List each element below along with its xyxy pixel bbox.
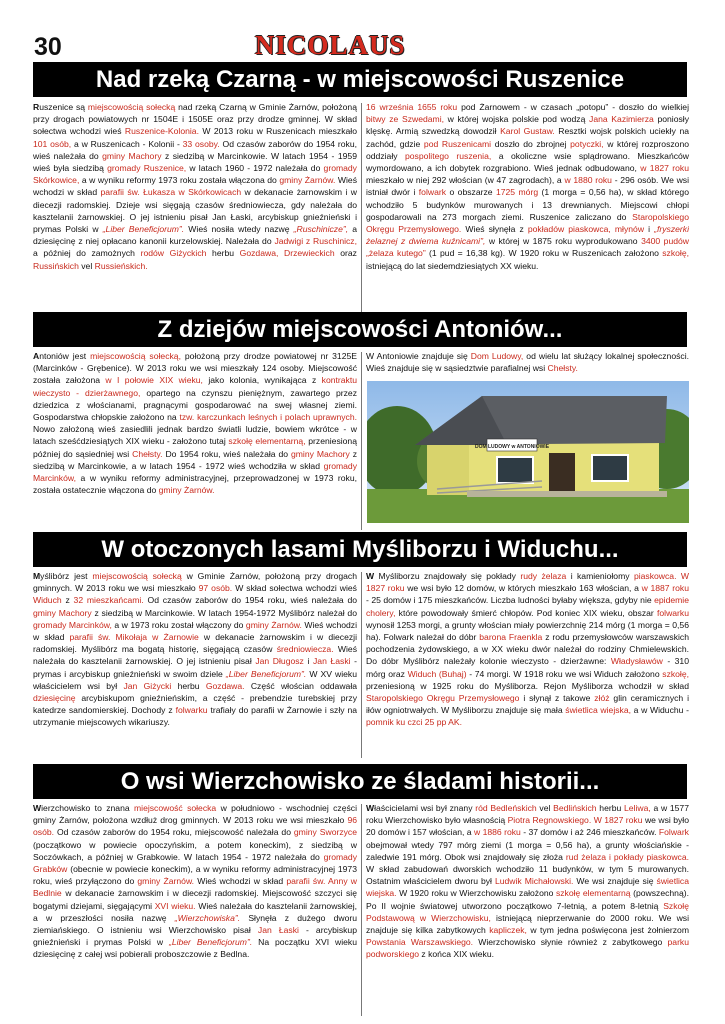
highlighted-text: w 1880 roku <box>564 175 612 186</box>
body-text: - 25 domów i 175 mieszkańców. Liczba ludności byłaby większa, gdyby nie <box>366 595 655 606</box>
body-text: z <box>61 595 74 606</box>
highlighted-text: Ruszenice-Kolonia. <box>124 126 199 137</box>
body-text: a w Widuchu - <box>631 705 689 716</box>
body-text: i <box>303 656 313 667</box>
highlighted-text: Staropolskiego Okręgu Przemysłowego <box>366 693 520 704</box>
body-text: z końca XIX wieku. <box>419 949 495 960</box>
drop-cap: R <box>33 102 40 112</box>
highlighted-text: miejscowością sołecką <box>92 571 182 581</box>
highlighted-text: Russińskich <box>33 260 79 271</box>
body-text: Do 1954 roku, wieś należała do <box>162 448 291 459</box>
body-text: Wieś wchodzi w skład <box>194 876 287 887</box>
body-text: łaścicielami wsi był znany <box>374 803 476 813</box>
article-wierzchowisko-right <box>366 802 689 1020</box>
body-text: vel <box>536 803 554 813</box>
body-text: a w 1973 roku został włączony do <box>111 619 246 630</box>
highlighted-text: Jan Giżycki <box>123 680 172 691</box>
body-text: we wsi było 12 domów, w których mieszkało 163 włościan, a <box>404 583 642 594</box>
highlighted-text: gminy Żarnów. <box>158 485 215 496</box>
body-text: Wieś wchodzi w skład <box>33 619 357 643</box>
body-text: Część włościan oddawała <box>244 680 357 691</box>
body-text: a w Ruszenicach - Kolonii - <box>71 138 183 149</box>
dom-ludowy-sign: DOM LUDOWY w ANTONIOWIE <box>474 444 550 450</box>
highlighted-text: gminy Machory <box>33 607 92 618</box>
highlighted-text: Powstania Warszawskiego. <box>366 937 474 948</box>
body-text: a w wyniku reformy administracyjnej, przeprowadzonej w 1973 roku, została ostatecznie włączona do <box>33 473 357 496</box>
body-text: o obszarze <box>446 187 496 198</box>
body-text: w dekanacie żarnowskim i w diecezji radomskiej. Dzieje wsi sięgają czasów średniowiecza, gdy należała do kasztelanii żarnowskiej. O jej istnieniu pisał Jan Łaski, arcybiskup gnieźnieński i prymas Polski w <box>33 187 357 235</box>
highlighted-text: Dom Ludowy, <box>470 351 524 361</box>
body-text: - 296 osób. We wsi istniał dwór i <box>366 175 689 198</box>
body-text: arcybiskupom gnieźnieńskim, a część - prebendzie turebskiej przy katedrze sandomierskiej. Dochody z <box>33 693 357 716</box>
highlighted-text: Jan Łaski <box>313 656 351 667</box>
body-text: (początkowo w powiecie opoczyńskim, a potem koneckim), z siedzibą w Soczówkach, a później w Grabkowie. W latach 1954 - 1972 należała do <box>33 839 357 862</box>
highlighted-text: gminy Machory <box>102 150 162 161</box>
body-text: istniejącą do lat siedemdziesiątych XX wieku. <box>366 260 539 271</box>
body-text: - 74 morgi. W 1918 roku we wsi Widuch założono <box>466 668 663 679</box>
highlighted-text: świetlica wiejska. <box>366 876 689 899</box>
highlighted-text: W 1827 roku <box>593 815 643 826</box>
body-text: położoną przy drodze powiatowej nr 3125E (Marcinków - Grębenice). W 2013 roku we wsi mieszkały 124 osoby. Miejscowość została założona <box>33 351 357 386</box>
highlighted-text: W 1827 roku <box>366 571 689 594</box>
drop-cap: W <box>366 803 375 813</box>
drop-cap: W <box>33 803 42 813</box>
body-text: Resztki wojsk polskich uciekły na zachód, gdzie <box>366 126 689 149</box>
body-text: które powodowały śmierć chłopów. Pod koniec XIX wieku, obszar <box>395 607 657 618</box>
body-text: a dziesięcinę z niej opłacano kanonii kurzelowskiej. Należała do <box>33 224 357 247</box>
highlighted-text: Russieńskich. <box>94 260 148 271</box>
body-text: We wsi znajduje się <box>573 876 657 887</box>
body-text: W 1920 roku w Wierzchowisku założono <box>396 888 556 899</box>
highlighted-text: bitwy ze Szwedami, <box>366 114 444 125</box>
highlighted-text: kontraktu wieczysto - dzierżawnego, <box>33 375 357 398</box>
body-text: a w wyniku reformy 1973 roku została włączona do <box>79 175 280 186</box>
highlighted-text: XVI wieku. <box>154 900 196 911</box>
body-text: mieszkało w niej 292 włościan (w 47 zagrodach), a <box>366 175 565 186</box>
body-text: - 310 mórg oraz <box>366 656 689 679</box>
article-antoniow-left <box>33 350 357 532</box>
article-antoniow-right <box>366 350 689 380</box>
body-text: glin ceramicznych i iłów ogniotrwałych. W Myśliborzu znajduje się mała <box>366 693 689 716</box>
body-text: W Antoniowie znajduje się <box>366 351 471 361</box>
body-text: i słynął z takowe <box>519 693 595 704</box>
highlighted-text: średniowiecza. <box>276 644 334 655</box>
body-text: z siedzibą w Marcinkowie. W latach 1954 - 1959 wieś była siedzibą <box>33 150 357 174</box>
body-text: Wieś nosiła wtedy nazwę <box>184 224 294 235</box>
dom-ludowy-photo <box>367 381 689 523</box>
body-text: - 37 domów i aż 246 mieszkańców. <box>520 827 659 838</box>
body-text: (obecnie w powiecie koneckim), a w wyniku reformy administracyjnej 1973 roku, wieś przyłączono do <box>33 864 357 887</box>
body-text: w południowo - wschodniej części gminy Żarnów, położona wzdłuż drog gminnych. W 2013 roku we wsi mieszkało <box>33 803 357 826</box>
highlighted-text: gromady Grabków <box>33 851 357 875</box>
drop-cap: M <box>33 571 41 581</box>
body-text: a później do zamożnych <box>33 248 141 259</box>
body-text: i <box>644 224 655 235</box>
highlighted-text: Jan Łaski <box>257 925 299 936</box>
highlighted-text: barona Fraenkla <box>479 632 543 643</box>
highlighted-text: gromady Marcinków, <box>33 619 112 630</box>
highlighted-text: dziesięcinę <box>33 693 76 704</box>
body-text: herbu <box>206 248 240 259</box>
highlighted-text: szkołę, <box>662 248 689 259</box>
body-text: we wsi było 20 domów i 157 włościan, a <box>366 815 689 838</box>
body-text: w Gminie Żarnów, położoną przy drogach gminnych. W 2013 roku we wsi mieszkało <box>33 571 357 594</box>
quoted-title: „Liber Beneficjorum”. <box>225 668 307 679</box>
body-text: Od czasów zaborów do 1954 roku, miejscowość należała do <box>54 827 294 838</box>
highlighted-text: folwarku <box>175 705 208 716</box>
highlighted-text: miejscowością sołecką, <box>90 351 181 361</box>
body-text: w latach 1960 - 1972 należała do <box>186 163 324 174</box>
body-text: w której rozproszono oddziały <box>366 138 689 161</box>
highlighted-text: 32 mieszkańcami. <box>73 595 144 606</box>
highlighted-text: Ludwik Michałowski. <box>494 876 574 887</box>
highlighted-text: Bedlińskich <box>553 803 597 813</box>
highlighted-text: Folwark <box>658 827 689 838</box>
body-text: Myśliborzu znajdowały się pokłady <box>374 571 521 581</box>
body-text: z siedzibą w Marcinkowie. W latach 1954-1972 Myślibórz należał do <box>91 607 357 618</box>
highlighted-text: Jan Długosz <box>255 656 304 667</box>
body-text: Wieś słynęła z <box>461 224 528 235</box>
highlighted-text: Piotra Regnowskiego. <box>507 815 592 826</box>
body-text: (powszechną). Po II wojnie światowej utworzono początkowo 7-letnią, a potem 8-letnią <box>366 888 689 911</box>
body-text: Wieś należała do kasztelanii żarnowskiej. O jej istnieniu pisał <box>33 644 357 667</box>
body-text: Wieś należała do kasztelanii żarnowskiej, a w przeszłości nosiła nazwę <box>33 900 357 923</box>
body-text: i kamieniołomy <box>566 571 634 581</box>
highlighted-text: tzw. karczunkach leśnych i polach uprawnych. <box>179 412 357 423</box>
section-title-mysliborz: W otoczonych lasami Myśliborzu i Widuchu... <box>33 532 687 567</box>
body-text: Wieś wchodzi w skład <box>33 175 357 198</box>
column-divider <box>361 804 362 1016</box>
body-text: - arcybiskup gnieźnieński i prymas Polski w <box>33 925 357 948</box>
highlighted-text: 1725 mórg <box>495 187 539 198</box>
highlighted-text: Karol Gustaw. <box>500 126 555 137</box>
highlighted-text: parku podworskiego <box>366 937 689 960</box>
body-text: Od czasów zaborów do 1954 roku, wieś należała do <box>143 595 357 606</box>
highlighted-text: rodów Giżyckich <box>140 248 207 259</box>
body-text: vel <box>78 260 95 271</box>
drop-cap: W <box>366 571 375 581</box>
section-title-wierzchowisko: O wsi Wierzchowisko ze śladami historii... <box>33 764 687 799</box>
highlighted-text: folwark <box>418 187 447 198</box>
highlighted-text: złóż <box>594 693 610 704</box>
highlighted-text: Chełsty. <box>132 448 163 459</box>
highlighted-text: gromady Ruszenice, <box>107 163 187 174</box>
highlighted-text: Jadwigi z Ruschinicz, <box>274 236 357 247</box>
body-text: a okoliczne wsie splądrowano. Mieszkańców wymordowano, a ich dobytek rozgrabiono. Wieś jednak odbudowano, <box>366 150 689 174</box>
body-text: oraz <box>334 248 357 259</box>
quoted-title: „Ruschinicze”, <box>293 224 349 235</box>
article-mysliborz-right <box>366 570 689 760</box>
highlighted-text: gminy Żarnów. <box>137 876 195 887</box>
body-text: W XV wieku właścicielem wsi był <box>33 668 357 691</box>
body-text: w której wojska polskie pod wodzą <box>444 114 590 125</box>
body-text: W 2013 roku w Ruszenicach mieszkało <box>198 126 357 137</box>
body-text: doszło do zbrojnej <box>491 138 571 149</box>
article-wierzchowisko-left <box>33 802 357 1020</box>
highlighted-text: parafii św. Mikołaja w Żarnowie <box>69 632 199 643</box>
highlighted-text: epidemie cholery, <box>366 595 689 618</box>
body-text: trafiały do parafii w Żarnowie i szły na utrzymanie miejscowych wikariuszy. <box>33 705 357 728</box>
highlighted-text: ród Bedleńskich <box>475 803 537 813</box>
highlighted-text: piaskowca. <box>633 571 677 581</box>
page-number: 30 <box>34 33 62 61</box>
highlighted-text: pod Ruszenicami <box>423 138 492 149</box>
highlighted-text: miejscowością sołecką <box>87 102 176 112</box>
highlighted-text: szkołę, <box>662 668 689 679</box>
highlighted-text: pomnik ku czci 25 pp AK. <box>366 717 463 728</box>
highlighted-text: Gozdawa. <box>205 680 245 691</box>
body-text: Nowo założoną wieś zasiedlili jednak bardzo światli ludzie, bowiem wkrótce - w latach sześćdziesiątych XIX wieku - założono tutaj <box>33 424 357 447</box>
highlighted-text: kapliczek, <box>489 925 527 936</box>
body-text: (1 pud = 16,38 kg). W 1920 roku w Ruszenicach założono <box>425 248 663 259</box>
body-text: Od czasów zaborów do 1954 roku, wieś należała do <box>33 138 357 161</box>
body-text: pod Żarnowem - w czasach „potopu” - doszło do wielkiej <box>457 102 689 112</box>
highlighted-text: świetlica wiejska, <box>565 705 631 716</box>
highlighted-text: 101 osób, <box>33 138 72 149</box>
highlighted-text: 3400 pudów „żelaza kutego” <box>366 236 689 259</box>
drop-cap: A <box>33 351 40 361</box>
body-text: obejmował wtedy 797 mórg ziemi (1 morga = 0,56 ha), a grunty włościańskie - zaledwie 191 mórg. Obok wsi znajdowały się złoża <box>366 839 689 862</box>
highlighted-text: rudy żelaza <box>520 571 567 581</box>
highlighted-text: pospolitego ruszenia, <box>404 150 492 161</box>
highlighted-text: parafii św. Łukasza w Skórkowicach <box>100 187 242 198</box>
body-text: ierzchowisko to znana <box>41 803 134 813</box>
body-text: przeniesioną w 1925 roku do Myśliborza. Rejon Myśliborza wchodził w skład <box>366 680 689 691</box>
body-text: jako kolonia, wynikająca z <box>202 375 322 386</box>
body-text: herbu <box>596 803 624 813</box>
body-text: yślibórz jest <box>40 571 93 581</box>
body-text: z rodu przemysłowców warszawskich pochodzenia żydowskiego, a w XX wieku dwór należał do rodziny Chmielewskich. Do dóbr Myślibórz należały kolonie wieczysto - dzierżawne: <box>366 632 689 667</box>
body-text: przeniesioną później do sąsiedniej wsi <box>33 436 357 459</box>
article-mysliborz-left <box>33 570 357 760</box>
highlighted-text: gminy Żarnów. <box>245 619 302 630</box>
quoted-title: „Liber Beneficjorum”. <box>168 937 253 948</box>
column-divider <box>361 103 362 325</box>
highlighted-text: miejscowość sołecka <box>134 803 217 813</box>
section-title-ruszenice: Nad rzeką Czarną - w miejscowości Ruszenice <box>33 62 687 97</box>
highlighted-text: Chełsty. <box>547 363 578 374</box>
body-text: wynosił 1253 morgi, a grunty włościan miały powierzchnię 214 mórg (1 morga = 0,56 ha). Folwark należał do dóbr <box>366 619 689 643</box>
body-text: Słynęła z dużego dworu ziemiańskiego. O istnieniu wsi Wierzchowisko pisał <box>33 912 357 936</box>
highlighted-text: Leliwa, <box>623 803 651 813</box>
article-ruszenice-right <box>366 101 689 327</box>
highlighted-text: szkołę elementarną, <box>228 436 306 447</box>
body-text: w której w 1875 roku wyprodukowano <box>485 236 642 247</box>
highlighted-text: 16 września 1655 roku <box>366 102 458 112</box>
highlighted-text: parafii św. Anny w Bedlnie <box>33 876 357 899</box>
body-text: W skład zabudowań dworskich wchodziło 11 budynków, w tym 5 murowanych. Ostatnim właścicielem dworu był <box>366 864 689 887</box>
highlighted-text: 96 osób. <box>33 815 357 838</box>
highlighted-text: Szkołę Podstawową w Wierzchowisku, <box>366 900 689 923</box>
body-text: - prymas i arcybiskup gnieźnieński w swoim dziele <box>33 656 357 679</box>
quoted-title: „Liber Beneficjorum”. <box>102 224 185 235</box>
highlighted-text: Widuch (Buhaj) <box>407 668 467 679</box>
highlighted-text: szkołę elementarną <box>555 888 631 899</box>
body-text: z siedzibą w Marcinkowie, a w latach 1954 - 1972 wieś wchodziła w skład <box>33 448 357 471</box>
highlighted-text: w 1887 roku <box>641 583 689 594</box>
body-text: opartego na czynszu pieniężnym, zawartego przez dziedzica z włościanami, pragnącymi gospodarować na swej własnej ziemi. Gospodarstwa chłopskie założono na <box>33 387 357 423</box>
article-ruszenice-left <box>33 101 357 327</box>
masthead-logo: NICOLAUS <box>255 30 406 60</box>
highlighted-text: gminy Machory <box>290 448 350 459</box>
highlighted-text: gminy Sworzyce <box>293 827 357 838</box>
body-text: Wierzchowisko słynie również z zabytkowego <box>473 937 668 948</box>
body-text: w dekanacie żarnowskim i w diecezji radomskiej. Myślibórz ma bogatą historię, sięgającą czasów <box>33 632 357 655</box>
highlighted-text: 33 osoby. <box>182 138 220 149</box>
body-text: od wielu lat służący lokalnej społeczności. Wieś znajduje się w sąsiedztwie parafialnej wsi <box>366 351 689 374</box>
body-text: herbu <box>171 680 206 691</box>
body-text: ntoniów jest <box>39 351 91 361</box>
highlighted-text: w 1886 roku <box>473 827 521 838</box>
highlighted-text: Gozdawa, Drzewieckich <box>239 248 335 259</box>
highlighted-text: Jana Kazimierza <box>589 114 654 125</box>
column-divider <box>361 352 362 530</box>
highlighted-text: Władysławów <box>610 656 663 667</box>
body-text: istniejącą nieprzerwanie do 2000 roku. We wsi znajduje się kilka zabytkowych <box>366 912 689 936</box>
body-text: poniosły klęskę. Armią szwedzką dowodził <box>366 114 689 137</box>
body-text: Na początku XVI wieku dziesięcinę z całej wsi pobierali proboszczowie z Bedlna. <box>33 937 357 960</box>
quoted-title: „fryszerki żelaznej z dwiema kuźnicami”, <box>366 224 689 247</box>
body-text: a w 1577 roku Wierzchowisko było własnością <box>366 803 689 826</box>
column-divider <box>361 572 362 758</box>
highlighted-text: potyczki, <box>570 138 604 149</box>
quoted-title: „Wierzchowiska”. <box>174 912 241 923</box>
body-text: nad rzeką Czarną w Gminie Żarnów, położoną przy drogach powiatowych nr 1504E i 1505E oraz przy drodze gminnej. W skład sołectwa wchodzi wieś <box>33 102 357 137</box>
body-text: W skład sołectwa wchodzi wieś <box>232 583 357 594</box>
highlighted-text: w I połowie XIX wieku, <box>105 375 203 386</box>
highlighted-text: pokładów piaskowca, młynów <box>527 224 645 235</box>
body-text: (1 morga = 0,56 ha), w skład którego wchodziło 5 budynków murowanych i 13 drewnianych. Miejscowi chłopi gospodarowali na 273 morgach ziemi. Ruszenice zaliczano do <box>366 187 689 222</box>
highlighted-text: 97 osób. <box>198 583 233 594</box>
highlighted-text: folwarku <box>657 607 689 618</box>
highlighted-text: gromady Marcinków, <box>33 460 357 484</box>
highlighted-text: gromady Skórkowice, <box>33 163 357 186</box>
highlighted-text: gminy Żarnów. <box>279 175 336 186</box>
highlighted-text: Staropolskiego Okręgu Przemysłowego. <box>366 211 689 235</box>
body-text: w dekanacie żarnowskim i w diecezji radomskiej. Miejscowość szczyci się bogatymi dziejami, sięgającymi <box>33 888 357 911</box>
body-text: uszenice są <box>39 102 88 112</box>
body-text: w tym jedna poświęcona jest żołnierzom <box>526 925 689 936</box>
highlighted-text: w 1827 roku <box>640 163 689 174</box>
highlighted-text: Widuch <box>33 595 62 606</box>
section-title-antoniow: Z dziejów miejscowości Antoniów... <box>33 312 687 347</box>
highlighted-text: rud żelaza i pokłady piaskowca. <box>565 851 689 862</box>
